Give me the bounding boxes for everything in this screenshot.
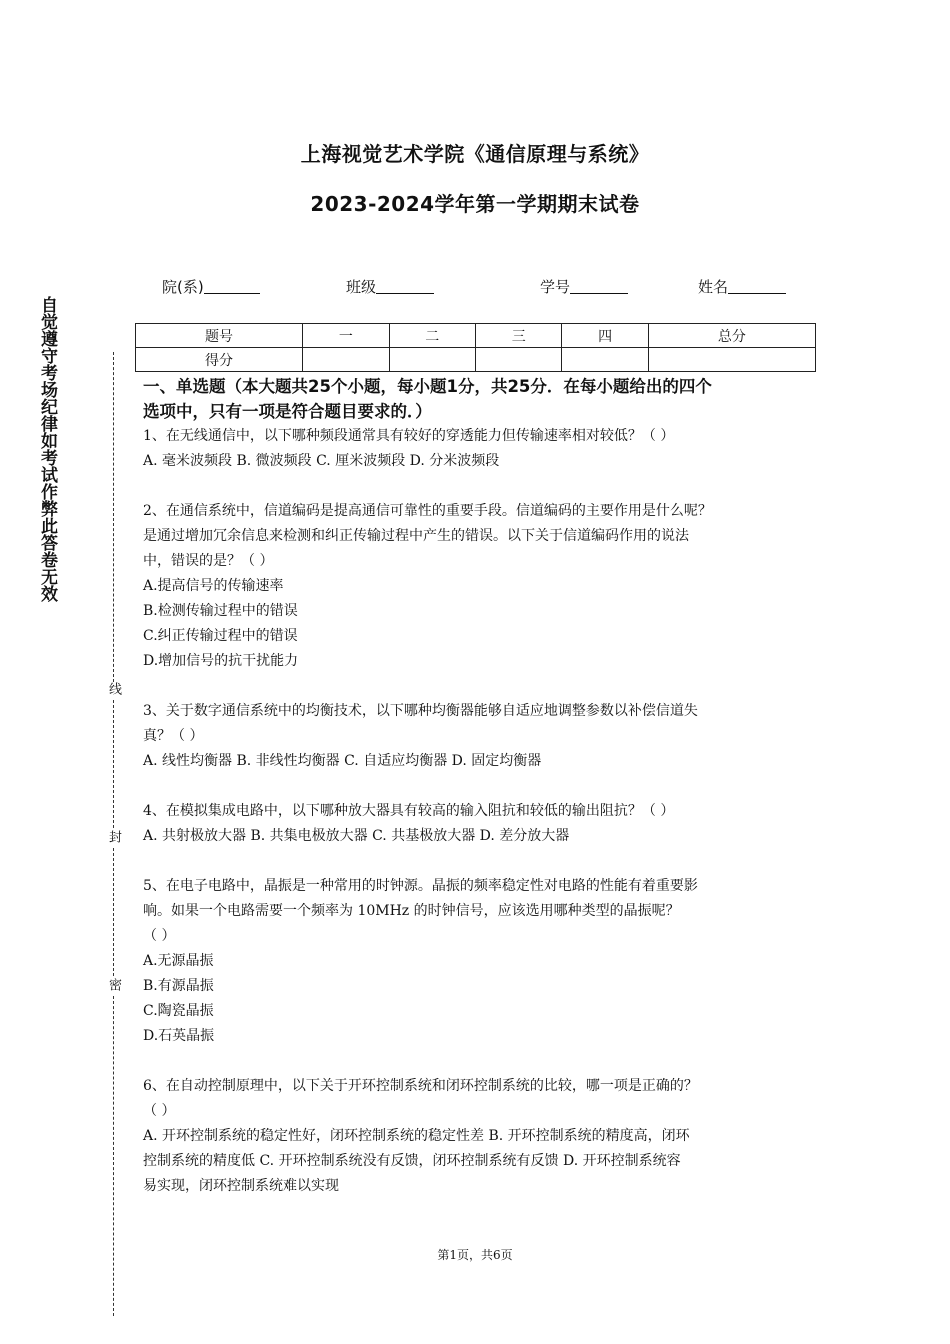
name-label: 姓名: [698, 278, 729, 296]
score-entry-cell[interactable]: [475, 348, 561, 372]
class-label: 班级: [346, 278, 377, 296]
question-option: A.无源晶振: [143, 953, 214, 969]
question-option: D.石英晶振: [143, 1028, 215, 1044]
question-5: [143, 874, 833, 1049]
score-entry-cell[interactable]: [562, 348, 648, 372]
question-spacer: [143, 1049, 833, 1074]
question-text-line: 1、在无线通信中，以下哪种频段通常具有较好的穿透能力但传输速率相对较低？（ ）: [143, 428, 675, 444]
name-blank[interactable]: [728, 277, 786, 294]
score-table-cell: 三: [475, 324, 561, 348]
question-list: [143, 424, 833, 1199]
question-text-line: 中，错误的是？（ ）: [143, 553, 274, 569]
question-option: C.陶瓷晶振: [143, 1003, 214, 1019]
section-heading-line: 选项中，只有一项是符合题目要求的．）: [143, 402, 432, 421]
seal-dashed-line-4: [113, 996, 114, 1316]
question-option: A. 毫米波频段 B. 微波频段 C. 厘米波频段 D. 分米波频段: [143, 453, 500, 469]
score-table-cell: 得分: [136, 348, 303, 372]
question-option: A. 线性均衡器 B. 非线性均衡器 C. 自适应均衡器 D. 固定均衡器: [143, 753, 542, 769]
section-heading-line: 一、单选题（本大题共25个小题，每小题1分，共25分．在每小题给出的四个: [143, 377, 712, 396]
question-text-line: 5、在电子电路中，晶振是一种常用的时钟源。晶振的频率稳定性对电路的性能有着重要影: [143, 878, 698, 894]
question-text-line: 真？（ ）: [143, 728, 204, 744]
question-spacer: [143, 849, 833, 874]
question-spacer: [143, 474, 833, 499]
score-table-header-row: [136, 324, 816, 348]
seal-mark-xian: 线: [106, 682, 121, 695]
question-4: [143, 799, 833, 849]
question-option: B.检测传输过程中的错误: [143, 603, 298, 619]
question-text-line: 是通过增加冗余信息来检测和纠正传输过程中产生的错误。以下关于信道编码作用的说法: [143, 528, 689, 544]
score-entry-cell[interactable]: [389, 348, 475, 372]
side-discipline-notice: 自觉遵守考场纪律如考试作弊此答卷无效: [37, 296, 57, 602]
seal-dashed-line-2: [113, 700, 114, 828]
question-option: B.有源晶振: [143, 978, 214, 994]
question-text-line: （ ）: [143, 928, 176, 944]
question-text-line: 响。如果一个电路需要一个频率为 10MHz 的时钟信号，应该选用哪种类型的晶振呢？: [143, 903, 680, 919]
question-option: A. 开环控制系统的稳定性好，闭环控制系统的稳定性差 B. 开环控制系统的精度高，闭环: [143, 1128, 690, 1144]
score-entry-cell[interactable]: [303, 348, 389, 372]
section-heading: [143, 374, 833, 424]
question-option: D.增加信号的抗干扰能力: [143, 653, 299, 669]
question-spacer: [143, 674, 833, 699]
question-option: 易实现，闭环控制系统难以实现: [143, 1178, 339, 1194]
student-id-label: 学号: [540, 278, 571, 296]
student-id-blank[interactable]: [570, 277, 628, 294]
department-blank[interactable]: [204, 277, 260, 294]
exam-content: [143, 374, 833, 1199]
question-spacer: [143, 774, 833, 799]
exam-title-line2: 2023-2024学年第一学期期末试卷: [310, 192, 640, 216]
seal-dashed-line-3: [113, 848, 114, 976]
question-text-line: （ ）: [143, 1103, 176, 1119]
question-text-line: 3、关于数字通信系统中的均衡技术，以下哪种均衡器能够自适应地调整参数以补偿信道失: [143, 703, 698, 719]
score-table-cell: 四: [562, 324, 648, 348]
seal-mark-mi: 密: [106, 978, 121, 991]
department-label: 院(系): [162, 278, 204, 296]
question-text-line: 2、在通信系统中，信道编码是提高通信可靠性的重要手段。信道编码的主要作用是什么呢？: [143, 503, 712, 519]
score-table: [135, 323, 816, 372]
question-text-line: 4、在模拟集成电路中，以下哪种放大器具有较高的输入阻抗和较低的输出阻抗？（ ）: [143, 803, 675, 819]
question-6: [143, 1074, 833, 1199]
question-option: A. 共射极放大器 B. 共集电极放大器 C. 共基极放大器 D. 差分放大器: [143, 828, 570, 844]
student-id-field[interactable]: [540, 276, 628, 297]
score-table-cell: 总分: [648, 324, 815, 348]
department-field[interactable]: [162, 276, 260, 297]
question-1: [143, 424, 833, 474]
question-option: A.提高信号的传输速率: [143, 578, 284, 594]
score-table-cell: 二: [389, 324, 475, 348]
score-table-cell: 一: [303, 324, 389, 348]
class-field[interactable]: [346, 276, 434, 297]
score-table-cell: 题号: [136, 324, 303, 348]
score-table-score-row: [136, 348, 816, 372]
question-3: [143, 699, 833, 774]
question-option: C.纠正传输过程中的错误: [143, 628, 298, 644]
score-entry-cell[interactable]: [648, 348, 815, 372]
question-option: 控制系统的精度低 C. 开环控制系统没有反馈，闭环控制系统有反馈 D. 开环控制系统容: [143, 1153, 681, 1169]
question-2: [143, 499, 833, 674]
exam-title-line1: 上海视觉艺术学院《通信原理与系统》: [300, 142, 650, 166]
class-blank[interactable]: [376, 277, 434, 294]
question-text-line: 6、在自动控制原理中，以下关于开环控制系统和闭环控制系统的比较，哪一项是正确的？: [143, 1078, 698, 1094]
name-field[interactable]: [698, 276, 786, 297]
seal-mark-feng: 封: [106, 830, 121, 843]
page-number: 第1页，共6页: [437, 1248, 513, 1262]
seal-dashed-line-1: [113, 352, 114, 682]
